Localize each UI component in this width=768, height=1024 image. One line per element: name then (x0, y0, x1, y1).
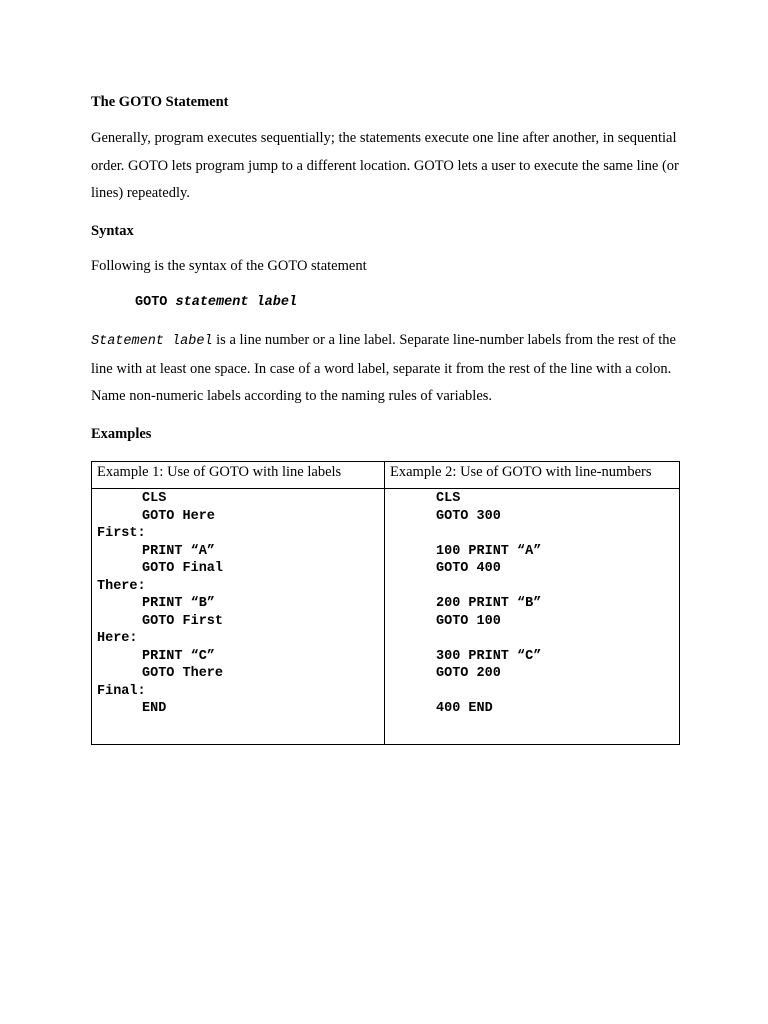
syntax-keyword: GOTO (135, 295, 168, 310)
example2-code-line (390, 630, 679, 648)
example1-code (92, 489, 384, 718)
example1-code-line: PRINT “B” (142, 596, 215, 611)
example2-code-line: GOTO 300 (436, 508, 501, 524)
statement-label-term: Statement label (91, 334, 213, 349)
example1-code-line: First: (97, 526, 146, 541)
example2-header: Example 2: Use of GOTO with line-numbers (385, 462, 680, 489)
example1-code-line: Final: (97, 683, 146, 699)
example2-code-line: 400 END (436, 701, 493, 716)
example1-code-line: Here: (97, 631, 138, 646)
example2-code-line (390, 578, 679, 596)
example1-code-line: END (142, 701, 167, 716)
statement-label-description: is a line number or a line label. Separate line-number labels from the rest of the line with at least one space. In case of a word label, separate it from the rest of the line with a colon. Name non-numeric labels according to the naming rules of variables. (91, 332, 676, 404)
example1-cell (92, 489, 385, 745)
example2-code-line: 100 PRINT “A” (436, 543, 542, 559)
example2-code-line: CLS (436, 491, 461, 506)
example1-code-line: GOTO Here (142, 508, 215, 524)
example1-header: Example 1: Use of GOTO with line labels (92, 462, 385, 489)
intro-paragraph: Generally, program executes sequentially; the statements execute one line after another, in sequential order. GOTO lets program jump to a different location. GOTO lets a user to execute the same line (or lines) repeatedly. (91, 130, 679, 201)
example2-code-line: GOTO 200 (436, 666, 501, 681)
table-code-row (92, 489, 680, 745)
example2-code-line: GOTO 100 (436, 613, 501, 629)
example2-code-line: 200 PRINT “B” (436, 596, 542, 611)
example2-cell (385, 489, 680, 745)
examples-table (91, 461, 680, 745)
example2-code-line (390, 525, 679, 543)
example1-code-line: CLS (142, 491, 167, 506)
example1-code-line: GOTO First (142, 613, 224, 629)
syntax-lead: Following is the syntax of the GOTO statement (91, 258, 367, 274)
example2-code-line: GOTO 400 (436, 561, 501, 576)
page-title: The GOTO Statement (91, 94, 229, 110)
example1-code-line: GOTO Final (142, 561, 224, 576)
syntax-code (135, 294, 297, 312)
example2-code-line: 300 PRINT “C” (436, 648, 542, 664)
table-header-row (92, 462, 680, 489)
example1-code-line: GOTO There (142, 666, 224, 681)
syntax-description (91, 327, 679, 411)
syntax-argument: statement label (175, 295, 298, 310)
example1-code-line: PRINT “A” (142, 543, 215, 559)
example1-code-line: PRINT “C” (142, 648, 215, 664)
example2-code (385, 489, 679, 718)
syntax-heading: Syntax (91, 223, 134, 239)
example1-code-line: There: (97, 578, 146, 594)
examples-heading: Examples (91, 426, 152, 442)
example2-code-line (390, 683, 679, 701)
